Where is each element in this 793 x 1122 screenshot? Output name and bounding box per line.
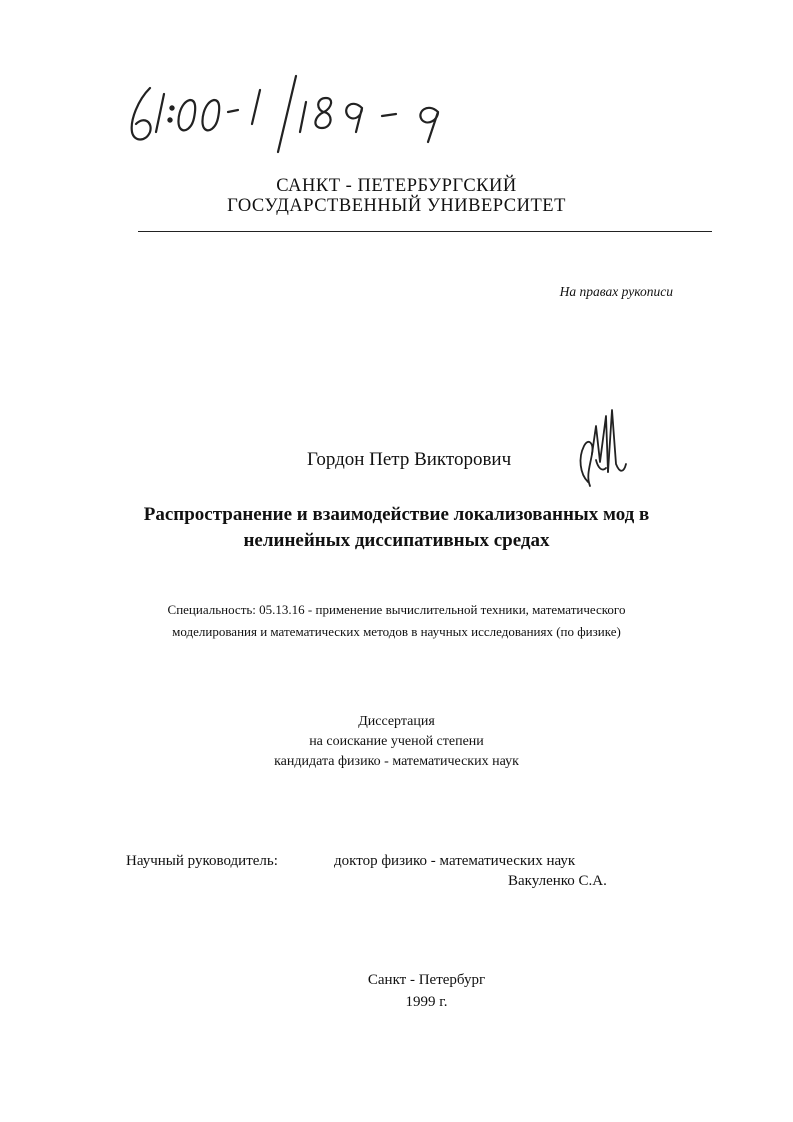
year: 1999 г. xyxy=(405,994,448,1010)
dissertation-title-line1: Распространение и взаимодействие локализованных мод в xyxy=(143,504,650,525)
specialty-line1: Специальность: 05.13.16 - применение вычислительной техники, математического xyxy=(167,602,626,617)
rights-note: На правах рукописи xyxy=(559,284,673,299)
degree-purpose: на соискание ученой степени xyxy=(309,734,484,749)
author-signature xyxy=(566,402,638,490)
specialty-line2: моделирования и математических методов в научных исследованиях (по физике) xyxy=(172,624,621,639)
university-name-line1: САНКТ - ПЕТЕРБУРГСКИЙ xyxy=(276,176,517,196)
degree-name: кандидата физико - математических наук xyxy=(274,754,519,769)
supervisor-degree: доктор физико - математических наук xyxy=(334,853,576,869)
university-name-line2: ГОСУДАРСТВЕННЫЙ УНИВЕРСИТЕТ xyxy=(227,196,566,216)
handwritten-archive-number xyxy=(120,72,500,162)
dissertation-title-line2: нелинейных диссипативных средах xyxy=(243,530,550,551)
supervisor-name: Вакуленко С.А. xyxy=(508,873,607,889)
place: Санкт - Петербург xyxy=(367,972,486,988)
dissertation-label: Диссертация xyxy=(358,714,435,729)
supervisor-label: Научный руководитель: xyxy=(126,853,278,869)
header-divider xyxy=(138,231,712,232)
author-name: Гордон Петр Викторович xyxy=(307,449,512,470)
